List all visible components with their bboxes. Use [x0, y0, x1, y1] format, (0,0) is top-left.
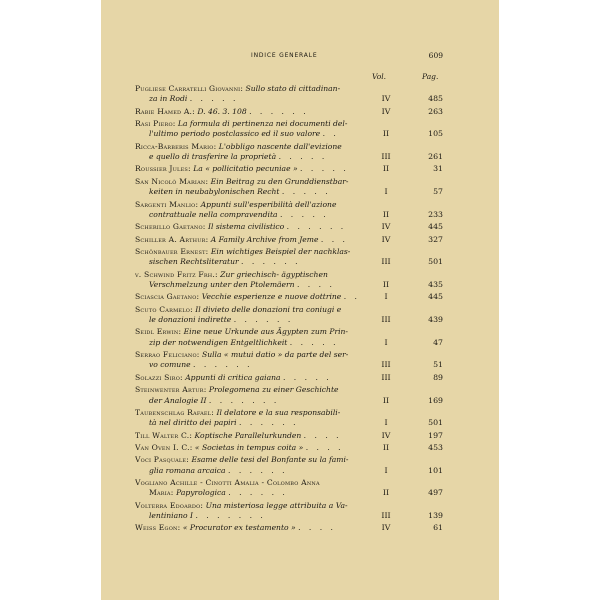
index-entry — [135, 200, 443, 221]
entry-author: Schönbauer Ernest: — [135, 247, 209, 256]
entry-author: Sciascia Gaetano: — [135, 292, 200, 302]
page-number: 609 — [428, 51, 443, 60]
entry-title: La formula di pertinenza nei documenti del- — [177, 119, 348, 129]
entry-volume: IV — [381, 234, 391, 244]
leader-dots: . . . . — [296, 279, 335, 289]
entry-line — [135, 119, 443, 129]
leader-dots: . . . . . . — [286, 222, 347, 232]
leader-dots: . . . . . . — [228, 488, 288, 498]
entry-line — [135, 385, 443, 395]
entry-page: 233 — [428, 209, 443, 219]
index-entry — [135, 305, 443, 326]
entry-page: 501 — [428, 418, 443, 428]
entry-line — [135, 350, 443, 360]
entry-volume: IV — [381, 222, 391, 232]
entry-author: Serrao Feliciano: — [135, 350, 200, 360]
index-entry — [135, 455, 443, 476]
entry-page: 51 — [433, 360, 443, 370]
entry-volume: III — [381, 511, 391, 521]
entry-line — [135, 501, 443, 511]
entry-page: 47 — [433, 337, 443, 347]
entry-line — [135, 478, 443, 488]
entry-page: 169 — [428, 395, 443, 405]
entry-author: Rasi Piero: — [135, 119, 176, 129]
entry-volume: I — [384, 292, 388, 302]
index-entry — [135, 119, 443, 140]
entry-author: Solazzi Siro: — [135, 372, 183, 382]
column-header-vol: Vol. — [372, 72, 387, 81]
entry-title-continued: vo comune — [149, 360, 191, 370]
entry-volume: IV — [381, 430, 391, 440]
entry-author: Seidl Erwin: — [135, 327, 182, 337]
entry-title: Esame delle tesi del Bonfante su la fami- — [191, 455, 349, 465]
entry-page: 197 — [428, 430, 443, 440]
entry-volume: III — [381, 152, 391, 162]
entry-title-continued: tà nel diritto dei papiri — [149, 418, 237, 428]
index-entry — [135, 107, 443, 117]
entry-volume: II — [382, 488, 390, 498]
index-entry — [135, 164, 443, 174]
entry-page: 445 — [428, 292, 443, 302]
entry-author: Volterra Edoardo: — [135, 500, 204, 510]
entry-author: Scherillo Gaetano: — [135, 222, 206, 232]
entry-page: 139 — [428, 511, 443, 521]
entry-volume: II — [382, 395, 390, 405]
index-entry — [135, 443, 443, 453]
leader-dots: . . . . — [305, 442, 344, 452]
leader-dots: . . . . . — [300, 164, 349, 174]
entry-page: 89 — [433, 372, 443, 382]
entry-title-continued: e quello di trasferire la proprietà — [149, 152, 277, 162]
entry-title-continued: l'ultimo periodo postclassico ed il suo valore — [149, 129, 321, 139]
entry-line — [135, 270, 443, 280]
entry-page: 105 — [428, 129, 443, 139]
index-entry — [135, 270, 443, 291]
leader-dots: . . . . . . — [193, 360, 253, 370]
index-entry — [135, 501, 443, 522]
leader-dots: . . . . . . — [233, 315, 294, 325]
entry-page: 435 — [428, 279, 443, 289]
index-entry — [135, 247, 443, 268]
entry-author: Vogliano Achille - Cinotti Amalia - Colombo Anna — [135, 478, 320, 488]
entry-page: 57 — [433, 187, 443, 197]
entry-volume: I — [384, 187, 388, 197]
leader-dots: . . . — [320, 234, 348, 244]
entry-page: 61 — [433, 523, 443, 533]
entry-volume: III — [381, 257, 391, 267]
page-header — [101, 52, 499, 64]
entry-line — [135, 305, 443, 315]
entry-volume: II — [382, 279, 390, 289]
entry-author: Sargenti Manlio: — [135, 199, 199, 209]
index-entry — [135, 523, 443, 533]
entry-author: Ricca-Barberis Mario: — [135, 141, 217, 151]
entry-title: La « pollicitatio pecuniae » — [193, 164, 298, 174]
entry-volume: III — [381, 315, 391, 325]
leader-dots: . . . . . . — [249, 106, 309, 116]
entry-volume: I — [384, 418, 388, 428]
entry-volume: II — [382, 209, 390, 219]
entry-title: Koptische Parallelurkunden — [194, 430, 302, 440]
entry-volume: IV — [381, 106, 391, 116]
index-entry — [135, 84, 443, 105]
entry-title: Vecchie esperienze e nuove dottrine — [201, 292, 342, 302]
entry-author: Taubenschlag Rafael: — [135, 407, 215, 417]
leader-dots: . . . . . . — [241, 257, 301, 267]
leader-dots: . . . . . . — [228, 465, 288, 475]
entry-title: Sullo stato di cittadinan- — [245, 84, 341, 93]
entry-page: 501 — [428, 257, 443, 267]
entry-title-continued: lentiniano I — [149, 511, 194, 521]
entry-title-continued: der Analogie II — [149, 395, 207, 405]
index-entry — [135, 431, 443, 441]
entry-title: D. 46. 3. 108 — [197, 106, 247, 116]
entry-page: 445 — [428, 222, 443, 232]
entry-title: Appunti sull'esperibilità dell'azione — [200, 199, 337, 209]
entry-volume: III — [381, 372, 391, 382]
entry-page: 485 — [428, 94, 443, 104]
entry-page: 327 — [428, 234, 443, 244]
entry-title-continued: Maria: Papyrologica — [149, 488, 226, 498]
entry-title-continued: keiten in neubabylonischen Recht — [149, 187, 280, 197]
entry-author: v. Schwind Fritz Frh.: — [135, 269, 218, 279]
entry-author: Steinwenter Artur: — [135, 385, 207, 395]
leader-dots: . . — [343, 292, 360, 302]
leader-dots: . . . . . . . — [208, 395, 280, 405]
entry-line — [135, 408, 443, 418]
leader-dots: . . . . — [298, 523, 336, 533]
leader-dots: . . . . . . . — [195, 511, 266, 521]
entry-line — [135, 200, 443, 210]
entry-line — [135, 247, 443, 257]
entry-page: 261 — [428, 152, 443, 162]
entry-title: Prolegomena zu einer Geschichte — [208, 385, 339, 395]
entry-line — [135, 177, 443, 187]
entry-title: Sulla « mutui datio » da parte del ser- — [202, 350, 349, 360]
index-entry — [135, 478, 443, 499]
entry-title-continued: zip der notwendigen Entgeltlichkeit — [149, 337, 288, 347]
leader-dots: . . . . . — [189, 94, 239, 104]
entry-title: Ein wichtiges Beispiel der nachklas- — [210, 247, 351, 256]
entry-title: Appunti di critica gaiana — [185, 372, 281, 382]
entry-title-continued: Verschmelzung unter den Ptolemäern — [149, 279, 295, 289]
entry-author: Van Oven I. C.: — [135, 442, 193, 452]
entry-title: Eine neue Urkunde aus Ägypten zum Prin- — [183, 327, 348, 337]
entry-title: Zur griechisch- ägyptischen — [220, 269, 328, 279]
index-entries — [135, 84, 443, 536]
entry-line — [135, 84, 443, 94]
entry-title: Ein Beitrag zu den Grunddienstbar- — [210, 176, 349, 186]
index-entry — [135, 222, 443, 232]
entry-volume: III — [381, 360, 391, 370]
entry-volume: I — [384, 465, 388, 475]
entry-title: Una misteriosa legge attribuita a Va- — [205, 500, 348, 510]
entry-author: Weiss Egon: — [135, 523, 181, 533]
entry-page: 31 — [433, 164, 443, 174]
index-entry — [135, 373, 443, 383]
entry-page: 453 — [428, 442, 443, 452]
entry-volume: IV — [381, 94, 391, 104]
entry-title: A Family Archive from Jeme — [210, 234, 319, 244]
running-title: INDICE GENERALE — [251, 52, 318, 59]
leader-dots: . . . . . — [278, 152, 328, 162]
entry-volume: I — [384, 337, 388, 347]
entry-title-continued: contrattuale nella compravendita — [149, 209, 278, 219]
index-entry — [135, 177, 443, 198]
entry-volume: II — [382, 442, 390, 452]
entry-page: 101 — [428, 465, 443, 475]
entry-title: « Procurator ex testamento » — [182, 523, 296, 533]
column-header-pag: Pag. — [422, 72, 439, 81]
index-entry — [135, 385, 443, 406]
entry-page: 263 — [428, 106, 443, 116]
entry-title-continued: za in Rodi — [149, 94, 188, 104]
index-entry — [135, 235, 443, 245]
leader-dots: . . . . . — [281, 187, 331, 197]
entry-page: 497 — [428, 488, 443, 498]
leader-dots: . . . . . — [289, 337, 339, 347]
index-entry — [135, 292, 443, 302]
entry-volume: II — [382, 129, 390, 139]
index-entry — [135, 142, 443, 163]
entry-volume: IV — [381, 523, 391, 533]
entry-line — [135, 455, 443, 465]
entry-author: Till Walter C.: — [135, 430, 193, 440]
entry-volume: II — [382, 164, 390, 174]
entry-author: Roussier Jules: — [135, 164, 191, 174]
entry-title: Il divieto delle donazioni tra coniugi e — [195, 304, 342, 314]
entry-line — [135, 142, 443, 152]
leader-dots: . . — [322, 129, 339, 139]
entry-author: Pugliese Carratelli Giovanni: — [135, 84, 244, 93]
entry-title: Il delatore e la sua responsabili- — [216, 407, 341, 417]
entry-title: L'obbligo nascente dall'evizione — [218, 141, 342, 151]
entry-author: Scuto Carmelo: — [135, 304, 193, 314]
book-page — [101, 0, 499, 600]
entry-author: Voci Pasquale: — [135, 455, 190, 465]
leader-dots: . . . . . — [282, 372, 332, 382]
index-entry — [135, 327, 443, 348]
entry-title-continued: le donazioni indirette — [149, 315, 232, 325]
entry-title: Il sistema civilistico — [208, 222, 285, 232]
leader-dots: . . . . . . — [239, 418, 299, 428]
entry-title-continued: glia romana arcaica — [149, 465, 226, 475]
leader-dots: . . . . — [303, 430, 342, 440]
index-entry — [135, 350, 443, 371]
leader-dots: . . . . . — [279, 209, 329, 219]
entry-page: 439 — [428, 315, 443, 325]
entry-author: Rabie Hamed A.: — [135, 106, 195, 116]
entry-title-continued: sischen Rechtsliteratur — [149, 257, 239, 267]
entry-author: San Nicolò Marian: — [135, 176, 209, 186]
entry-title: « Societas in tempus coita » — [194, 442, 304, 452]
index-entry — [135, 408, 443, 429]
entry-author: Schiller A. Arthur: — [135, 234, 209, 244]
entry-line — [135, 327, 443, 337]
